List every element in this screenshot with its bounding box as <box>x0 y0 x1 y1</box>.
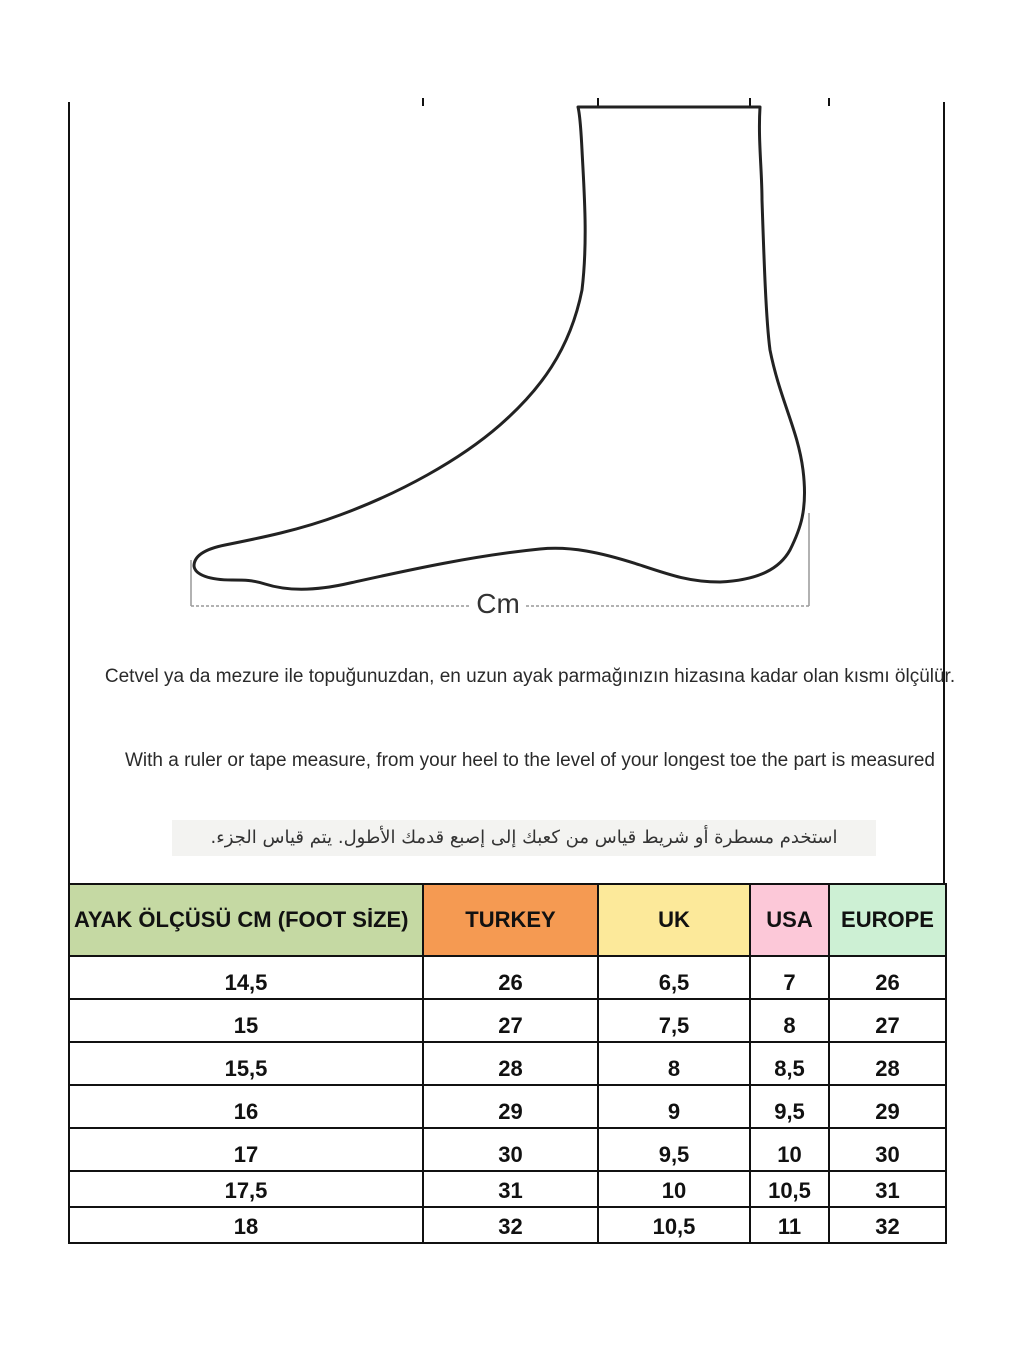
cell-turkey: 28 <box>423 1042 598 1085</box>
cell-turkey: 32 <box>423 1207 598 1243</box>
cell-foot-cm: 17 <box>69 1128 423 1171</box>
measure-label: Cm <box>470 588 526 620</box>
table-row <box>69 1207 946 1243</box>
cell-foot-cm: 17,5 <box>69 1171 423 1207</box>
table-row <box>69 1042 946 1085</box>
cell-uk: 10,5 <box>598 1207 750 1243</box>
cell-turkey: 31 <box>423 1171 598 1207</box>
cell-turkey: 26 <box>423 956 598 999</box>
cell-turkey: 29 <box>423 1085 598 1128</box>
cell-uk: 9 <box>598 1085 750 1128</box>
header-uk: UK <box>598 884 750 956</box>
cell-europe: 26 <box>829 956 946 999</box>
cell-europe: 27 <box>829 999 946 1042</box>
instruction-turkish: Cetvel ya da mezure ile topuğunuzdan, en uzun ayak parmağınızın hizasına kadar olan kısmı ölçülür. <box>104 666 956 687</box>
cell-usa: 8,5 <box>750 1042 829 1085</box>
cell-europe: 29 <box>829 1085 946 1128</box>
header-usa: USA <box>750 884 829 956</box>
cell-uk: 7,5 <box>598 999 750 1042</box>
table-row <box>69 1171 946 1207</box>
table-row <box>69 1128 946 1171</box>
cell-usa: 11 <box>750 1207 829 1243</box>
table-row <box>69 956 946 999</box>
cell-foot-cm: 14,5 <box>69 956 423 999</box>
table-header-row <box>69 884 946 956</box>
foot-outline <box>194 107 805 589</box>
cell-usa: 9,5 <box>750 1085 829 1128</box>
table-row <box>69 1085 946 1128</box>
cell-usa: 10 <box>750 1128 829 1171</box>
header-turkey: TURKEY <box>423 884 598 956</box>
cell-turkey: 30 <box>423 1128 598 1171</box>
header-europe: EUROPE <box>829 884 946 956</box>
size-chart-table <box>68 883 947 1244</box>
header-foot-size: AYAK ÖLÇÜSÜ CM (FOOT SİZE) <box>69 884 423 956</box>
cell-europe: 28 <box>829 1042 946 1085</box>
cell-uk: 9,5 <box>598 1128 750 1171</box>
cell-usa: 7 <box>750 956 829 999</box>
cell-europe: 30 <box>829 1128 946 1171</box>
cell-europe: 31 <box>829 1171 946 1207</box>
cell-uk: 8 <box>598 1042 750 1085</box>
cell-foot-cm: 15,5 <box>69 1042 423 1085</box>
cell-foot-cm: 18 <box>69 1207 423 1243</box>
cell-usa: 8 <box>750 999 829 1042</box>
cell-foot-cm: 16 <box>69 1085 423 1128</box>
table-row <box>69 999 946 1042</box>
foot-outline-illustration <box>0 0 1020 640</box>
cell-uk: 6,5 <box>598 956 750 999</box>
instruction-arabic: استخدم مسطرة أو شريط قياس من كعبك إلى إصبع قدمك الأطول. يتم قياس الجزء. <box>172 820 876 856</box>
cell-foot-cm: 15 <box>69 999 423 1042</box>
cell-usa: 10,5 <box>750 1171 829 1207</box>
instruction-english: With a ruler or tape measure, from your heel to the level of your longest toe the part is measured <box>124 750 935 771</box>
cell-turkey: 27 <box>423 999 598 1042</box>
cell-uk: 10 <box>598 1171 750 1207</box>
cell-europe: 32 <box>829 1207 946 1243</box>
